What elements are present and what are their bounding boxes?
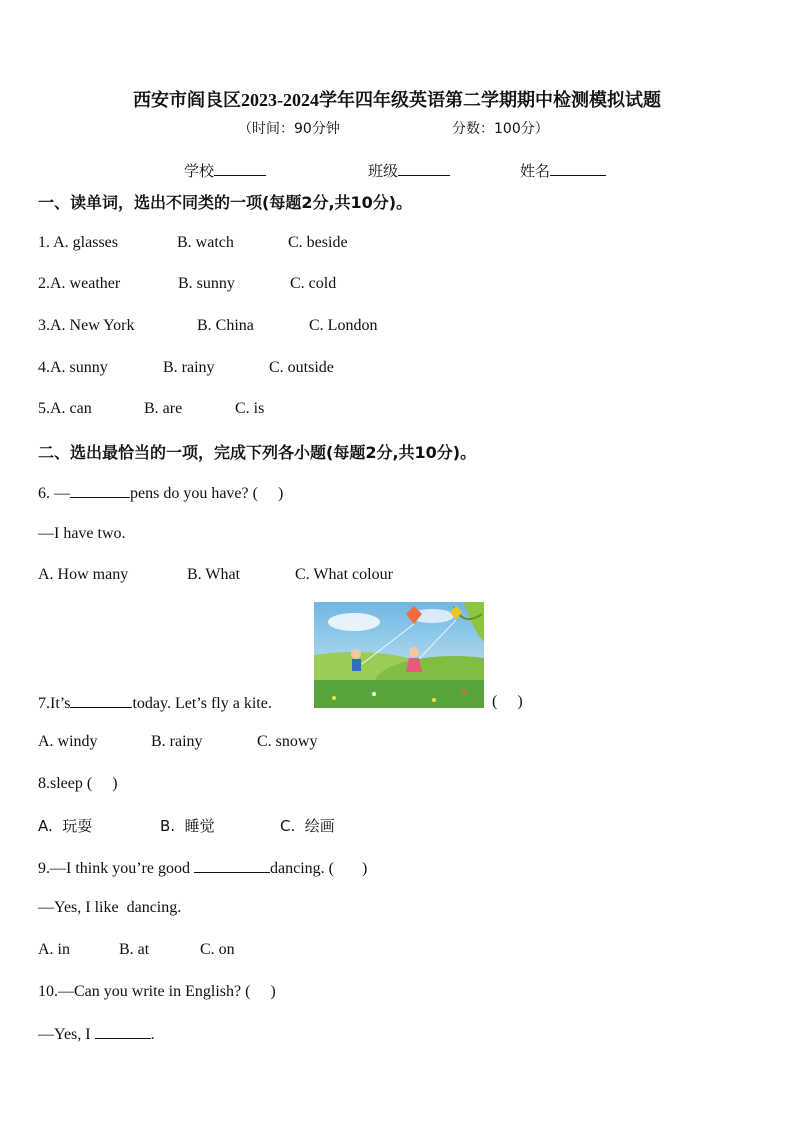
kite-illustration xyxy=(314,602,484,708)
q4-number-a xyxy=(38,359,108,377)
exam-time: （时间：90分钟 xyxy=(238,121,340,137)
q10-answer xyxy=(38,1024,155,1044)
q10-question: 10.—Can you write in English? ( ) xyxy=(38,983,276,1000)
school-blank xyxy=(214,161,266,176)
class-blank xyxy=(398,161,450,176)
q2-option-b: B. sunny xyxy=(178,275,235,292)
q7-blank xyxy=(70,693,132,708)
flower xyxy=(372,692,376,696)
q9-question xyxy=(38,858,367,878)
q9-suffix: dancing. ( ) xyxy=(269,860,368,877)
q3-option-a: A. New York xyxy=(50,317,135,334)
q9-blank xyxy=(194,858,270,873)
flower xyxy=(332,696,336,700)
page-title: 西安市阎良区2023-2024学年四年级英语第二学期期中检测模拟试题 xyxy=(133,90,661,110)
boy-head xyxy=(351,649,361,659)
q6-option-b: B. What xyxy=(187,566,241,583)
q3-number: 3. xyxy=(38,317,50,334)
school-label: 学校 xyxy=(184,162,215,180)
section2-heading: 二、选出最恰当的一项，完成下列各小题(每题2分,共10分)。 xyxy=(38,443,477,462)
q7-option-c: C. snowy xyxy=(257,733,318,750)
school-field xyxy=(184,160,266,181)
q7-option-a: A. windy xyxy=(38,733,98,750)
q4-number: 4. xyxy=(38,359,50,376)
q5-option-a: A. can xyxy=(50,400,92,417)
class-label: 班级 xyxy=(368,162,399,180)
q6-option-c: C. What colour xyxy=(295,566,393,583)
q1-option-b: B. watch xyxy=(177,234,234,251)
q3-option-c: C. London xyxy=(309,317,378,334)
q2-option-c: C. cold xyxy=(290,275,337,292)
q6-option-a: A. How many xyxy=(38,566,129,583)
q10-answer-suffix: . xyxy=(150,1026,155,1043)
q3-number-a xyxy=(38,317,134,335)
girl-head xyxy=(409,647,419,657)
q7-prefix: 7.It’s xyxy=(38,695,71,712)
q7-option-b: B. rainy xyxy=(151,733,203,750)
q10-blank xyxy=(95,1024,151,1039)
q6-suffix: pens do you have? ( ) xyxy=(130,485,284,502)
q8-option-b: B. 睡觉 xyxy=(160,817,215,835)
q10-answer-prefix: —Yes, I xyxy=(38,1026,91,1043)
class-field xyxy=(368,160,450,181)
q1-option-a: A. glasses xyxy=(53,234,119,251)
q9-option-a: A. in xyxy=(38,941,70,958)
q2-number: 2. xyxy=(38,275,50,292)
q5-number-a xyxy=(38,400,92,418)
q6-prefix: 6. — xyxy=(38,485,70,502)
section1-heading: 一、读单词，选出不同类的一项(每题2分,共10分)。 xyxy=(38,193,413,212)
name-field xyxy=(520,160,606,181)
q8-option-a: A. 玩耍 xyxy=(38,817,93,835)
q5-option-c: C. is xyxy=(235,400,265,417)
flower xyxy=(432,698,436,702)
q4-option-a: A. sunny xyxy=(50,359,108,376)
cloud xyxy=(328,613,380,631)
q5-number: 5. xyxy=(38,400,50,417)
q1-number-a xyxy=(38,234,118,252)
kite-picture xyxy=(314,602,484,708)
q9-answer: —Yes, I like dancing. xyxy=(38,899,182,916)
grass xyxy=(314,680,484,708)
q1-option-c: C. beside xyxy=(288,234,348,251)
q5-option-b: B. are xyxy=(144,400,183,417)
flower xyxy=(462,690,466,694)
q6-question xyxy=(38,483,283,503)
q1-number: 1. xyxy=(38,234,50,251)
q6-answer: —I have two. xyxy=(38,525,126,542)
q8-option-c: C. 绘画 xyxy=(280,817,335,835)
q8-question: 8.sleep ( ) xyxy=(38,775,118,792)
q9-option-b: B. at xyxy=(119,941,150,958)
exam-score: 分数：100分） xyxy=(452,121,549,137)
q7-paren: ( ) xyxy=(492,693,523,710)
q7-question xyxy=(38,693,272,713)
q9-prefix: 9.—I think you’re good xyxy=(38,860,190,877)
q7-suffix: today. Let’s fly a kite. xyxy=(132,695,272,712)
q4-option-c: C. outside xyxy=(269,359,334,376)
name-label: 姓名 xyxy=(520,162,551,180)
boy-body xyxy=(352,659,361,671)
name-blank xyxy=(550,161,606,176)
q6-blank xyxy=(70,483,130,498)
q4-option-b: B. rainy xyxy=(163,359,215,376)
q2-number-a xyxy=(38,275,120,293)
q9-option-c: C. on xyxy=(200,941,235,958)
q2-option-a: A. weather xyxy=(50,275,121,292)
q3-option-b: B. China xyxy=(197,317,254,334)
